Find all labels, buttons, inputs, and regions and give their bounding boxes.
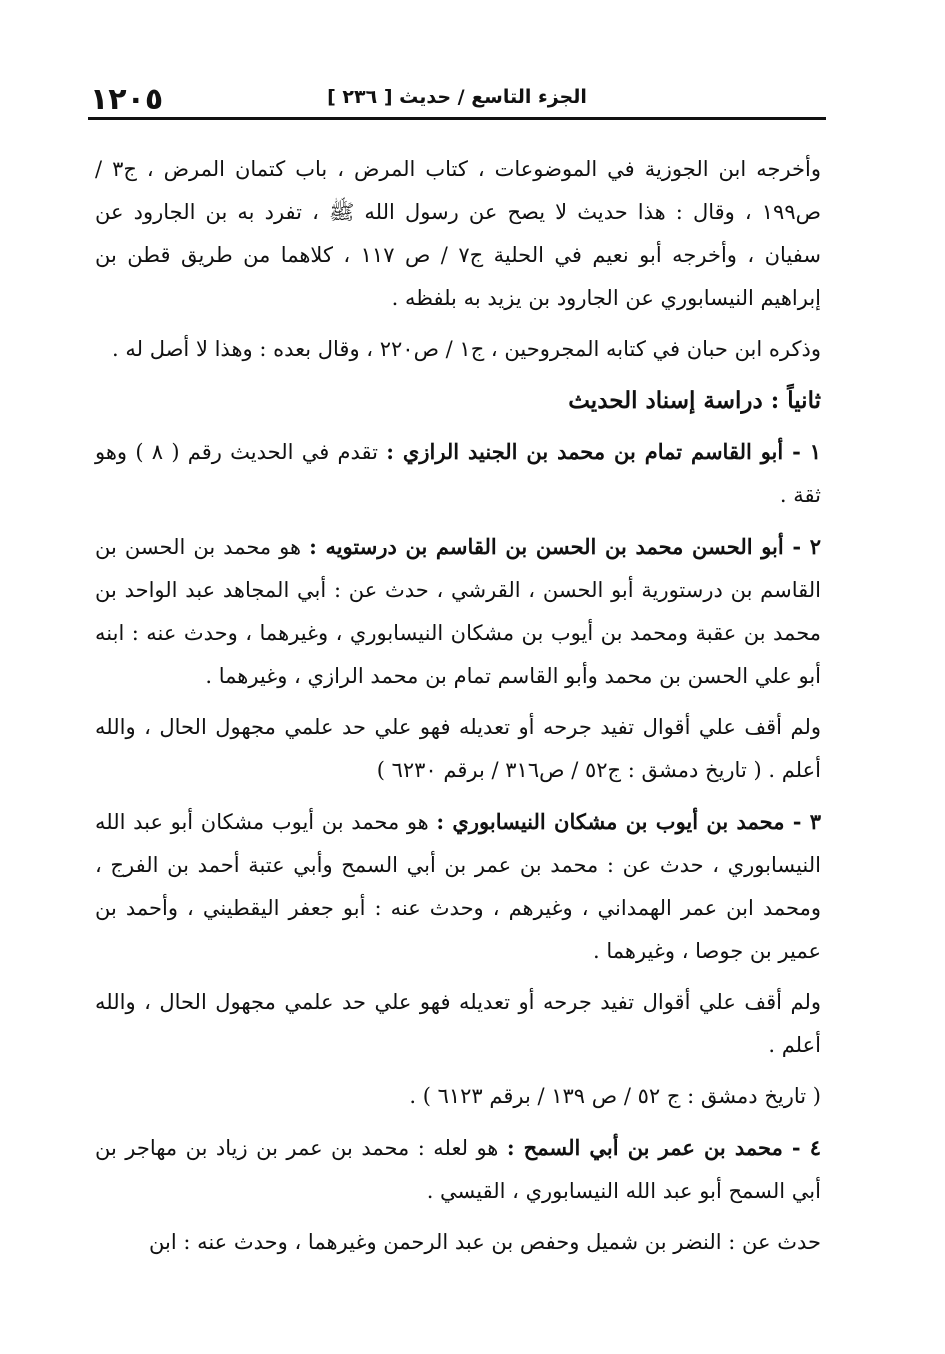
running-title: الجزء التاسع / حديث [ ٢٣٦ ] — [327, 86, 587, 108]
narrator-1-name: ١ - أبو القاسم تمام بن محمد بن الجنيد الرازي : — [386, 439, 822, 464]
narrator-1 — [95, 430, 821, 517]
narrator-4-transmission: حدث عن : النضر بن شميل وحفص بن عبد الرحمن وغيرهما ، وحدث عنه : ابن — [148, 1230, 821, 1254]
header-rule — [88, 117, 826, 120]
narrator-1-text: تقدم في الحديث رقم ( ٨ ) وهو ثقة . — [95, 440, 821, 507]
narrator-2-verdict: ولم أقف علي أقوال تفيد جرحه أو تعديله فهو علي حد علمي مجهول الحال ، والله أعلم . ( تاريخ دمشق : ج٥٢ / ص٣١٦ / برقم ٦٢٣٠ ) — [95, 715, 821, 782]
narrator-3 — [95, 800, 821, 973]
narrator-2-text: هو محمد بن الحسن بن القاسم بن درستورية أبو الحسن ، القرشي ، حدث عن : أبي المجاهد عبد الواحد بن محمد بن عقبة ومحمد بن أيوب بن مشكان النيسابوري ، وغيرهما ، وحدث عنه : ابنه أبو علي الحسن بن محمد وأبو القاسم تمام بن محمد الرازي ، وغيرهما . — [95, 535, 821, 688]
section-heading: ثانياً : دراسة إسناد الحديث — [568, 387, 821, 414]
narrator-2-name: ٢ - أبو الحسن محمد بن الحسن بن القاسم بن درستويه : — [309, 534, 821, 559]
narrator-4-name: ٤ - محمد بن عمر بن أبي السمح : — [506, 1135, 821, 1160]
narrator-3-name: ٣ - محمد بن أيوب بن مشكان النيسابوري : — [436, 809, 821, 834]
narrator-2 — [95, 525, 821, 698]
paragraph-ibn-hibban: وذكره ابن حبان في كتابه المجروحين ، ج١ / ص٢٢٠ ، وقال بعده : وهذا لا أصل له . — [112, 337, 821, 361]
page-header — [90, 82, 824, 117]
narrator-3-reference: ( تاريخ دمشق : ج ٥٢ / ص ١٣٩ / برقم ٦١٢٣ ) . — [409, 1084, 821, 1108]
paragraph-takhrij: وأخرجه ابن الجوزية في الموضوعات ، كتاب المرض ، باب كتمان المرض ، ج٣ / ص١٩٩ ، وقال : هذا حديث لا يصح عن رسول الله ﷺ ، تفرد به بن الجارود عن سفيان ، وأخرجه أبو نعيم في الحلية ج٧ / ص ١١٧ ، كلاهما من طريق قطن بن إبراهيم النيسابوري عن الجارود بن يزيد به بلفظه . — [95, 157, 821, 310]
narrator-3-text: هو محمد بن أيوب مشكان أبو عبد الله النيسابوري ، حدث عن : محمد بن عمر بن أبي السمح وأبي عتبة أحمد بن الفرج ، ومحمد ابن عمر الهمداني ، وغيرهم ، وحدث عنه : أبو جعفر اليقطيني ، وأحمد بن عمير بن جوصا ، وغيرهما . — [95, 810, 821, 963]
narrator-4 — [95, 1126, 821, 1213]
page-body — [95, 148, 821, 1272]
page-number: ١٢٠٥ — [90, 82, 164, 117]
narrator-3-verdict: ولم أقف علي أقوال تفيد جرحه أو تعديله فهو علي حد علمي مجهول الحال ، والله أعلم . — [95, 990, 821, 1057]
narrator-4-text: هو لعله : محمد بن عمر بن زياد بن مهاجر بن أبي السمح أبو عبد الله النيسابوري ، القيسي . — [95, 1136, 821, 1203]
